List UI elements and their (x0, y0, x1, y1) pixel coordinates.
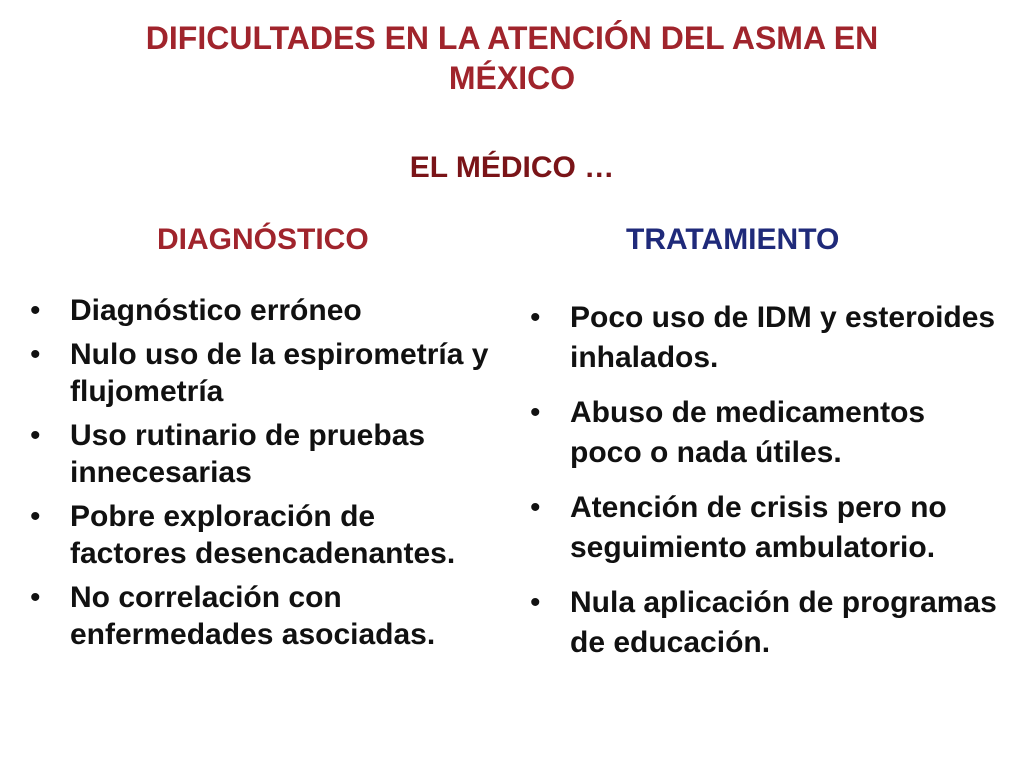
list-item-text: Uso rutinario de pruebas innecesarias (70, 419, 426, 489)
diagnostico-heading: DIAGNÓSTICO (157, 223, 369, 256)
list-item (30, 292, 500, 329)
list-item (530, 393, 1000, 473)
bullet-icon: • (530, 586, 541, 619)
list-item-text: No correlación con enfermedades asociadas. (70, 581, 436, 651)
list-item-text: Nula aplicación de programas de educación. (570, 586, 997, 659)
bullet-icon: • (30, 294, 41, 327)
bullet-icon: • (530, 301, 541, 334)
bullet-icon: • (530, 396, 541, 429)
list-item (30, 579, 500, 653)
slide-title: DIFICULTADES EN LA ATENCIÓN DEL ASMA EN MÉXICO (145, 20, 879, 96)
list-item-text: Atención de crisis pero no seguimiento ambulatorio. (570, 491, 947, 564)
list-item-text: Pobre exploración de factores desencadenantes. (70, 500, 456, 570)
diagnostico-list (30, 292, 500, 660)
list-item (30, 336, 500, 410)
list-item (530, 298, 1000, 378)
list-item (530, 488, 1000, 568)
list-item-text: Poco uso de IDM y esteroides inhalados. (570, 301, 996, 374)
bullet-icon: • (530, 491, 541, 524)
list-item (30, 498, 500, 572)
list-item-text: Abuso de medicamentos poco o nada útiles. (570, 396, 926, 469)
tratamiento-list (530, 298, 1000, 678)
slide-subtitle: EL MÉDICO … (409, 151, 615, 184)
list-item (530, 583, 1000, 663)
list-item-text: Diagnóstico erróneo (70, 294, 362, 327)
bullet-icon: • (30, 500, 41, 533)
bullet-icon: • (30, 581, 41, 614)
bullet-icon: • (30, 419, 41, 452)
bullet-icon: • (30, 338, 41, 371)
list-item-text: Nulo uso de la espirometría y flujometría (70, 338, 489, 408)
list-item (30, 417, 500, 491)
tratamiento-heading: TRATAMIENTO (626, 223, 840, 256)
